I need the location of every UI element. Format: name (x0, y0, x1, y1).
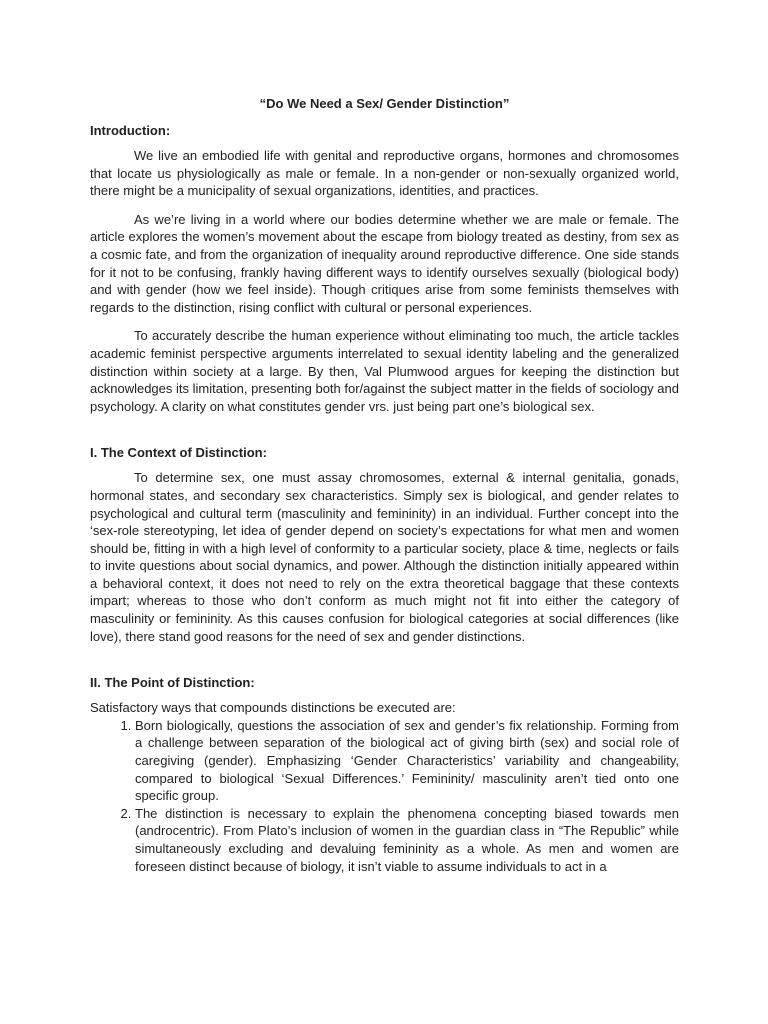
introduction-paragraph-3: To accurately describe the human experience without eliminating too much, the article tackles academic feminist perspective arguments interrelated to sexual identity labeling and the generalized distinction within society at a large. By then, Val Plumwood argues for keeping the distinction but acknowledges its limitation, presenting both for/against the subject matter in the fields of sociology and psychology. A clarity on what constitutes gender vrs. just being part one’s biological sex. (90, 328, 679, 414)
document-title: “Do We Need a Sex/ Gender Distinction” (259, 96, 510, 111)
section-2-intro: Satisfactory ways that compounds distinctions be executed are: (90, 700, 456, 716)
section-1-paragraph: To determine sex, one must assay chromosomes, external & internal genitalia, gonads, hormonal states, and secondary sex characteristics. Simply sex is biological, and gender relates to psychological and cultural term (masculinity and femininity) in an individual. Further concept into the ‘sex-role stereotyping, let idea of gender depend on society’s expectations for what men and women should be, fitting in with a high level of conformity to a particular society, place & time, neglects or fails to invite questions about social dynamics, and power. Although the distinction initially appeared within a behavioral context, it does not need to rely on the extra theoretical baggage that these contexts impart; whereas to those who don’t conform as much might not fit into either the category of masculinity or femininity. As this causes confusion for biological categories at social differences (like love), there stand good reasons for the need of sex and gender distinctions. (90, 470, 679, 644)
section-spacer (90, 426, 679, 445)
section-2-list (90, 717, 679, 875)
list-item: 2. The distinction is necessary to explain the phenomena concepting biased towards men (androcentric). From Plato’s inclusion of women in the guardian class in “The Republic” while simultaneously excluding and devaluing femininity as a whole. As men and women are foreseen distinct because of biology, it isn’t viable to assume individuals to act in a (135, 805, 679, 875)
section-spacer (90, 656, 679, 675)
introduction-paragraph-1: We live an embodied life with genital and reproductive organs, hormones and chromosomes that locate us physiologically as male or female. In a non-gender or non-sexually organized world, there might be a municipality of sexual organizations, identities, and practices. (90, 148, 679, 199)
section-2-heading: II. The Point of Distinction: (90, 675, 255, 691)
list-item: 1. Born biologically, questions the association of sex and gender’s fix relationship. Forming from a challenge between separation of the biological act of giving birth (sex) and social role of caregiving (gender). Emphasizing ‘Gender Characteristics’ variability and changeability, compared to biological ‘Sexual Differences.’ Femininity/ masculinity aren’t tied onto one specific group. (135, 717, 679, 805)
introduction-paragraph-2: As we’re living in a world where our bodies determine whether we are male or female. The article explores the women’s movement about the escape from biology treated as destiny, from sex as a cosmic fate, and from the organization of inequality around reproductive difference. One side stands for it not to be confusing, frankly having different ways to identify ourselves sexually (biological body) and with gender (how we feel inside). Though critiques arise from some feminists themselves with regards to the distinction, rising conflict with cultural or personal experiences. (90, 211, 679, 315)
section-1-heading: I. The Context of Distinction: (90, 445, 267, 461)
introduction-heading: Introduction: (90, 123, 171, 138)
